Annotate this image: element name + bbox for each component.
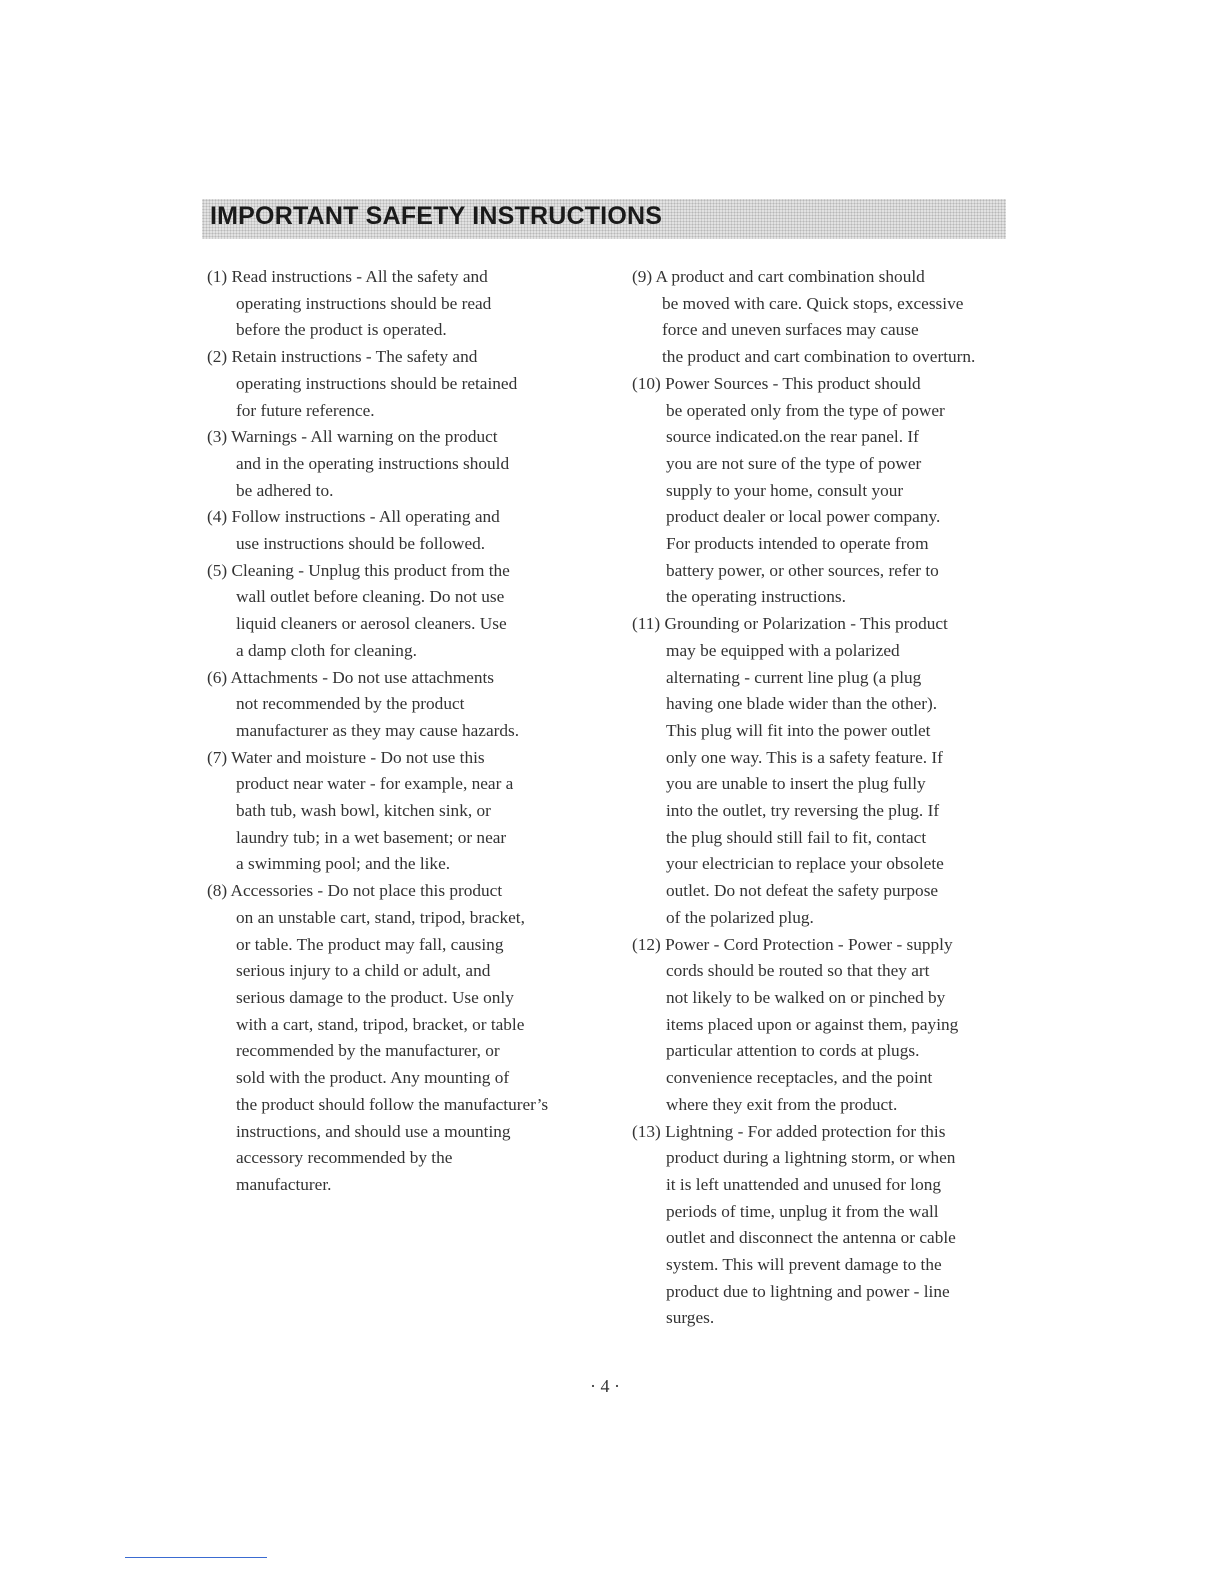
item-text: Attachments - Do not use attachments bbox=[230, 667, 495, 687]
item-text: before the product is operated. bbox=[236, 320, 447, 340]
item-text: For products intended to operate from bbox=[666, 534, 929, 554]
item-text: Follow instructions - All operating and bbox=[231, 507, 500, 527]
item-text: and in the operating instructions should bbox=[236, 453, 510, 473]
item-number: (1) bbox=[207, 267, 228, 286]
item-text: be adhered to. bbox=[236, 480, 334, 500]
instruction-item-2 bbox=[207, 344, 557, 424]
item-text: Power Sources - This product should bbox=[665, 373, 921, 393]
item-text: alternating - current line plug (a plug bbox=[666, 667, 922, 687]
item-text: having one blade wider than the other). bbox=[666, 694, 938, 714]
item-text: operating instructions should be read bbox=[236, 293, 492, 313]
item-text: force and uneven surfaces may cause bbox=[662, 320, 919, 340]
item-text: This plug will fit into the power outlet bbox=[666, 720, 931, 740]
instruction-item-9 bbox=[632, 264, 987, 371]
right-column bbox=[632, 264, 987, 1332]
item-number: (2) bbox=[207, 347, 228, 367]
item-text: not likely to be walked on or pinched by bbox=[666, 987, 946, 1007]
item-text: source indicated.on the rear panel. If bbox=[666, 427, 919, 447]
item-text: or table. The product may fall, causing bbox=[236, 934, 504, 954]
item-text: of the polarized plug. bbox=[666, 907, 814, 927]
item-text: not recommended by the product bbox=[236, 694, 465, 714]
item-text: the product should follow the manufacturer’s bbox=[236, 1094, 549, 1114]
item-text: may be equipped with a polarized bbox=[666, 640, 900, 660]
item-text: use instructions should be followed. bbox=[236, 534, 486, 554]
item-text: sold with the product. Any mounting of bbox=[236, 1068, 510, 1088]
item-number: (4) bbox=[207, 507, 228, 527]
item-text: the product and cart combination to overturn. bbox=[662, 347, 976, 367]
item-text: periods of time, unplug it from the wall bbox=[666, 1201, 939, 1221]
item-text: be moved with care. Quick stops, excessive bbox=[662, 293, 964, 313]
item-text: convenience receptacles, and the point bbox=[666, 1068, 933, 1088]
item-text: Retain instructions - The safety and bbox=[231, 347, 478, 367]
instruction-item-5 bbox=[207, 558, 557, 665]
item-text: instructions, and should use a mounting bbox=[236, 1121, 511, 1141]
instruction-item-10 bbox=[632, 371, 987, 611]
item-number: (9) bbox=[632, 267, 653, 286]
instruction-item-4 bbox=[207, 504, 557, 557]
instruction-item-11 bbox=[632, 611, 987, 931]
item-text: product due to lightning and power - line bbox=[666, 1281, 950, 1301]
item-text: Accessories - Do not place this product bbox=[230, 881, 503, 901]
item-text: outlet and disconnect the antenna or cable bbox=[666, 1228, 956, 1248]
item-text: Warnings - All warning on the product bbox=[231, 427, 498, 447]
item-text: particular attention to cords at plugs. bbox=[666, 1041, 920, 1061]
item-text: you are not sure of the type of power bbox=[666, 453, 922, 473]
instruction-item-7 bbox=[207, 745, 557, 879]
item-number: (11) bbox=[632, 614, 661, 634]
instruction-item-1 bbox=[207, 264, 557, 344]
item-text: manufacturer as they may cause hazards. bbox=[236, 720, 520, 740]
item-text: accessory recommended by the bbox=[236, 1148, 453, 1168]
instruction-item-3 bbox=[207, 424, 557, 504]
item-text: you are unable to insert the plug fully bbox=[666, 774, 926, 794]
item-text: cords should be routed so that they art bbox=[666, 961, 930, 981]
footer-divider bbox=[125, 1557, 267, 1558]
item-text: Grounding or Polarization - This product bbox=[664, 614, 948, 634]
item-text: Cleaning - Unplug this product from the bbox=[231, 560, 510, 580]
item-text: serious injury to a child or adult, and bbox=[236, 961, 491, 981]
item-text: the plug should still fail to fit, contact bbox=[666, 827, 927, 847]
item-text: A product and cart combination should bbox=[655, 267, 925, 286]
page-number: · 4 · bbox=[590, 1376, 620, 1396]
item-number: (3) bbox=[207, 427, 228, 447]
item-text: your electrician to replace your obsolete bbox=[666, 854, 944, 874]
item-number: (13) bbox=[632, 1121, 661, 1141]
instruction-item-8 bbox=[207, 878, 557, 1198]
item-text: product dealer or local power company. bbox=[666, 507, 941, 527]
item-text: Power - Cord Protection - Power - supply bbox=[665, 934, 953, 954]
item-text: bath tub, wash bowl, kitchen sink, or bbox=[236, 801, 491, 821]
item-text: supply to your home, consult your bbox=[666, 480, 904, 500]
item-text: product near water - for example, near a bbox=[236, 774, 514, 794]
item-text: Lightning - For added protection for this bbox=[665, 1121, 946, 1141]
instruction-item-6 bbox=[207, 665, 557, 745]
item-text: battery power, or other sources, refer to bbox=[666, 560, 939, 580]
item-text: the operating instructions. bbox=[666, 587, 846, 607]
item-text: manufacturer. bbox=[236, 1174, 332, 1194]
item-number: (7) bbox=[207, 747, 228, 767]
item-text: with a cart, stand, tripod, bracket, or table bbox=[236, 1014, 525, 1034]
item-number: (12) bbox=[632, 934, 661, 954]
item-number: (10) bbox=[632, 373, 661, 393]
item-text: recommended by the manufacturer, or bbox=[236, 1041, 500, 1061]
item-number: (5) bbox=[207, 560, 228, 580]
section-banner bbox=[202, 199, 1006, 239]
item-text: for future reference. bbox=[236, 400, 375, 420]
item-text: on an unstable cart, stand, tripod, bracket, bbox=[236, 907, 525, 927]
item-text: where they exit from the product. bbox=[666, 1094, 898, 1114]
item-text: laundry tub; in a wet basement; or near bbox=[236, 827, 507, 847]
item-text: operating instructions should be retained bbox=[236, 373, 518, 393]
item-text: items placed upon or against them, paying bbox=[666, 1014, 959, 1034]
item-number: (6) bbox=[207, 667, 228, 687]
page-title: IMPORTANT SAFETY INSTRUCTIONS bbox=[210, 202, 663, 230]
item-text: only one way. This is a safety feature. If bbox=[666, 747, 943, 767]
item-text: Water and moisture - Do not use this bbox=[231, 747, 485, 767]
item-text: outlet. Do not defeat the safety purpose bbox=[666, 881, 939, 901]
item-text: a swimming pool; and the like. bbox=[236, 854, 451, 874]
item-text: surges. bbox=[666, 1308, 715, 1328]
instruction-item-13 bbox=[632, 1119, 987, 1333]
item-text: Read instructions - All the safety and bbox=[231, 267, 488, 286]
item-text: system. This will prevent damage to the bbox=[666, 1255, 942, 1275]
item-text: liquid cleaners or aerosol cleaners. Use bbox=[236, 614, 507, 634]
item-number: (8) bbox=[207, 881, 228, 901]
item-text: into the outlet, try reversing the plug. If bbox=[666, 801, 940, 821]
item-text: product during a lightning storm, or when bbox=[666, 1148, 956, 1168]
item-text: wall outlet before cleaning. Do not use bbox=[236, 587, 505, 607]
item-text: be operated only from the type of power bbox=[666, 400, 945, 420]
item-text: it is left unattended and unused for long bbox=[666, 1174, 941, 1194]
instruction-item-12 bbox=[632, 932, 987, 1119]
item-text: a damp cloth for cleaning. bbox=[236, 640, 417, 660]
item-text: serious damage to the product. Use only bbox=[236, 987, 514, 1007]
left-column bbox=[207, 264, 557, 1199]
